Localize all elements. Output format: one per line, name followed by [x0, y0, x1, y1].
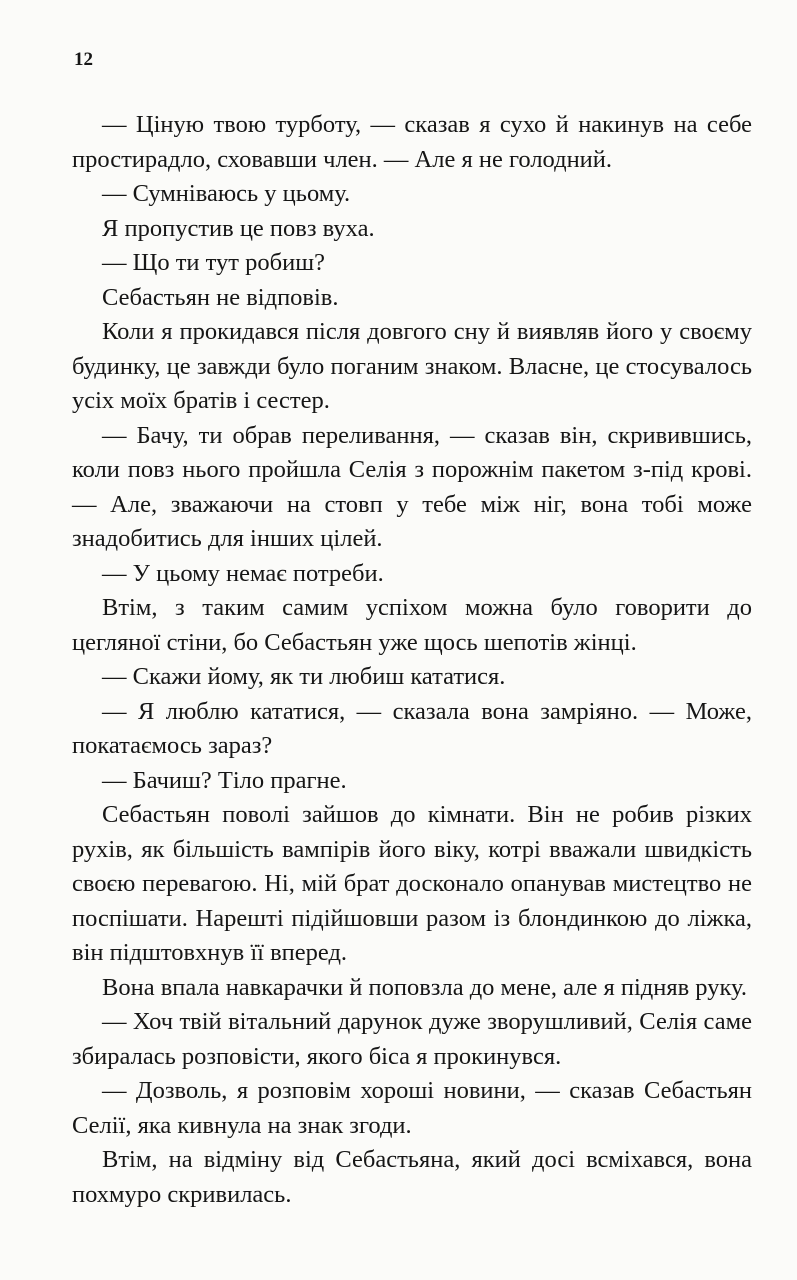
paragraph: — Сумніваюсь у цьому. — [102, 180, 351, 207]
text-body — [72, 108, 752, 1212]
paragraph: Себастьян поволі зайшов до кімнати. Він не робив різких рухів, як більшість вампірів його віку, котрі вважали швидкість своєю перевагою. Ні, мій брат досконало опанував мистецтво не поспішати. Нарешті підійшовши разом із блондинкою до ліжка, він підштовхнув її вперед. — [72, 801, 752, 966]
paragraph: — Ціную твою турботу, — сказав я сухо й накинув на себе простирадло, сховавши член. — Але я не голодний. — [72, 111, 752, 173]
paragraph: — У цьому немає потреби. — [102, 559, 384, 587]
paragraph: Я пропустив це повз вуха. — [102, 214, 375, 242]
paragraph: — Скажи йому, як ти любиш кататися. — [102, 663, 506, 690]
paragraph: — Я люблю кататися, — сказала вона замріяно. — Може, покатаємось зараз? — [72, 697, 752, 759]
paragraph: Коли я прокидався після довгого сну й виявляв його у своєму будинку, це завжди було поганим знаком. Власне, це стосувалось усіх моїх братів і сестер. — [72, 318, 752, 414]
page-number: 12 — [74, 49, 93, 70]
paragraph: — Що ти тут робиш? — [102, 249, 325, 276]
paragraph: — Дозволь, я розповім хороші новини, — сказав Себастьян Селії, яка кивнула на знак згоди. — [72, 1077, 752, 1139]
paragraph: Себастьян не відповів. — [102, 283, 339, 311]
paragraph: Втім, на відміну від Себастьяна, який досі всміхався, вона похмуро скривилась. — [72, 1146, 752, 1208]
paragraph: Втім, з таким самим успіхом можна було говорити до цегляної стіни, бо Себастьян уже щось шепотів жінці. — [72, 594, 752, 656]
paragraph: — Хоч твій вітальний дарунок дуже зворушливий, Селія саме збиралась розповісти, якого біса я прокинувся. — [72, 1008, 752, 1070]
paragraph: — Бачу, ти обрав переливання, — сказав він, скривившись, коли повз нього пройшла Селія з порожнім пакетом з-під крові. — Але, зважаючи на стовп у тебе між ніг, вона тобі може знадобитись для інших цілей. — [72, 421, 752, 552]
paragraph: Вона впала навкарачки й поповзла до мене, але я підняв руку. — [102, 973, 747, 1001]
paragraph: — Бачиш? Тіло прагне. — [102, 766, 347, 794]
